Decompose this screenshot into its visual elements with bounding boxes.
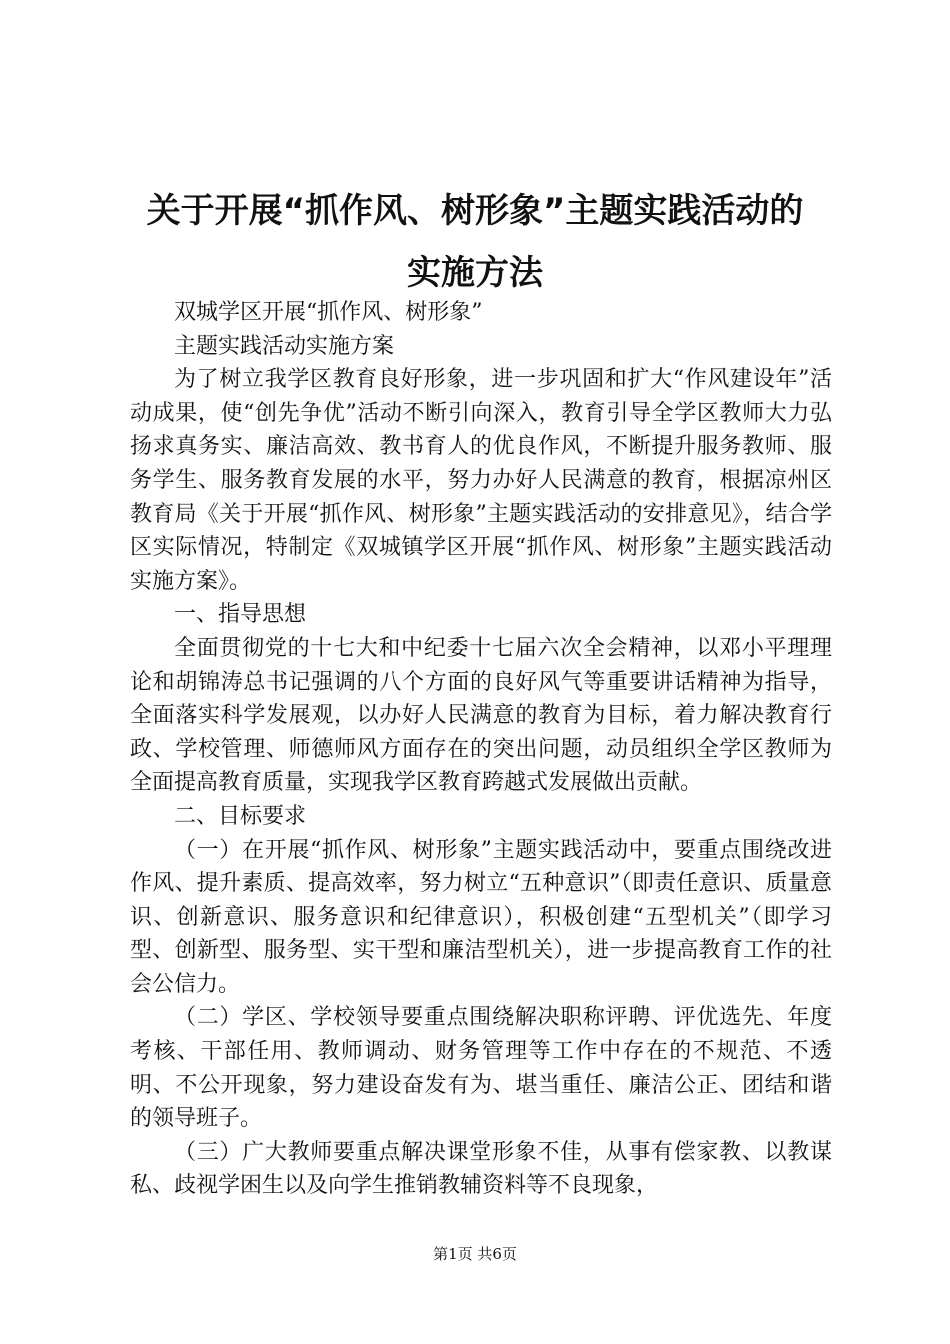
guiding-ideology-paragraph: 全面贯彻党的十七大和中纪委十七届六次全会精神，以邓小平理理论和胡锦涛总书记强调的八个方面的良好风气等重要讲话精神为指导，全面落实科学发展观，以办好人民满意的教育为目标，着力解决教育行政、学校管理、师德师风方面存在的突出问题，动员组织全学区教师为全面提高教育质量，实现我学区教育跨越式发展做出贡献。: [130, 635, 832, 796]
section-heading-goals: 二、目标要求: [174, 803, 307, 829]
goal-item-1: （一）在开展“抓作风、树形象”主题实践活动中，要重点围绕改进作风、提升素质、提高效率，努力树立“五种意识”（即责任意识、质量意识、创新意识、服务意识和纪律意识），积极创建“五型机关”（即学习型、创新型、服务型、实干型和廉洁型机关），进一步提高教育工作的社会公信力。: [130, 837, 832, 997]
goal-item-2: （二）学区、学校领导要重点围绕解决职称评聘、评优选先、年度考核、干部任用、教师调动、财务管理等工作中存在的不规范、不透明、不公开现象，努力建设奋发有为、堪当重任、廉洁公正、团结和谐的领导班子。: [130, 1005, 832, 1132]
document-title: [100, 180, 850, 304]
section-heading-guiding-ideology: 一、指导思想: [174, 602, 307, 628]
subtitle-line-2: 主题实践活动实施方案: [174, 333, 395, 359]
intro-paragraph: 为了树立我学区教育良好形象，进一步巩固和扩大“作风建设年”活动成果，使“创先争优”活动不断引向深入，教育引导全学区教师大力弘扬求真务实、廉洁高效、教书育人的优良作风，不断提升服务教师、服务学生、服务教育发展的水平，努力办好人民满意的教育，根据凉州区教育局《关于开展“抓作风、树形象”主题实践活动的安排意见》，结合学区实际情况，特制定《双城镇学区开展“抓作风、树形象”主题实践活动实施方案》。: [130, 367, 832, 594]
page-footer: 第1页 共6页: [433, 1245, 517, 1263]
subtitle-line-1: 双城学区开展“抓作风、树形象”: [174, 300, 483, 325]
document-body: [130, 296, 832, 1203]
title-line-2: 实施方法: [407, 253, 543, 293]
goal-item-3: （三）广大教师要重点解决课堂形象不佳，从事有偿家教、以教谋私、歧视学困生以及向学生推销教辅资料等不良现象，: [130, 1139, 832, 1199]
title-line-1: 关于开展“抓作风、树形象”主题实践活动的: [146, 191, 804, 231]
